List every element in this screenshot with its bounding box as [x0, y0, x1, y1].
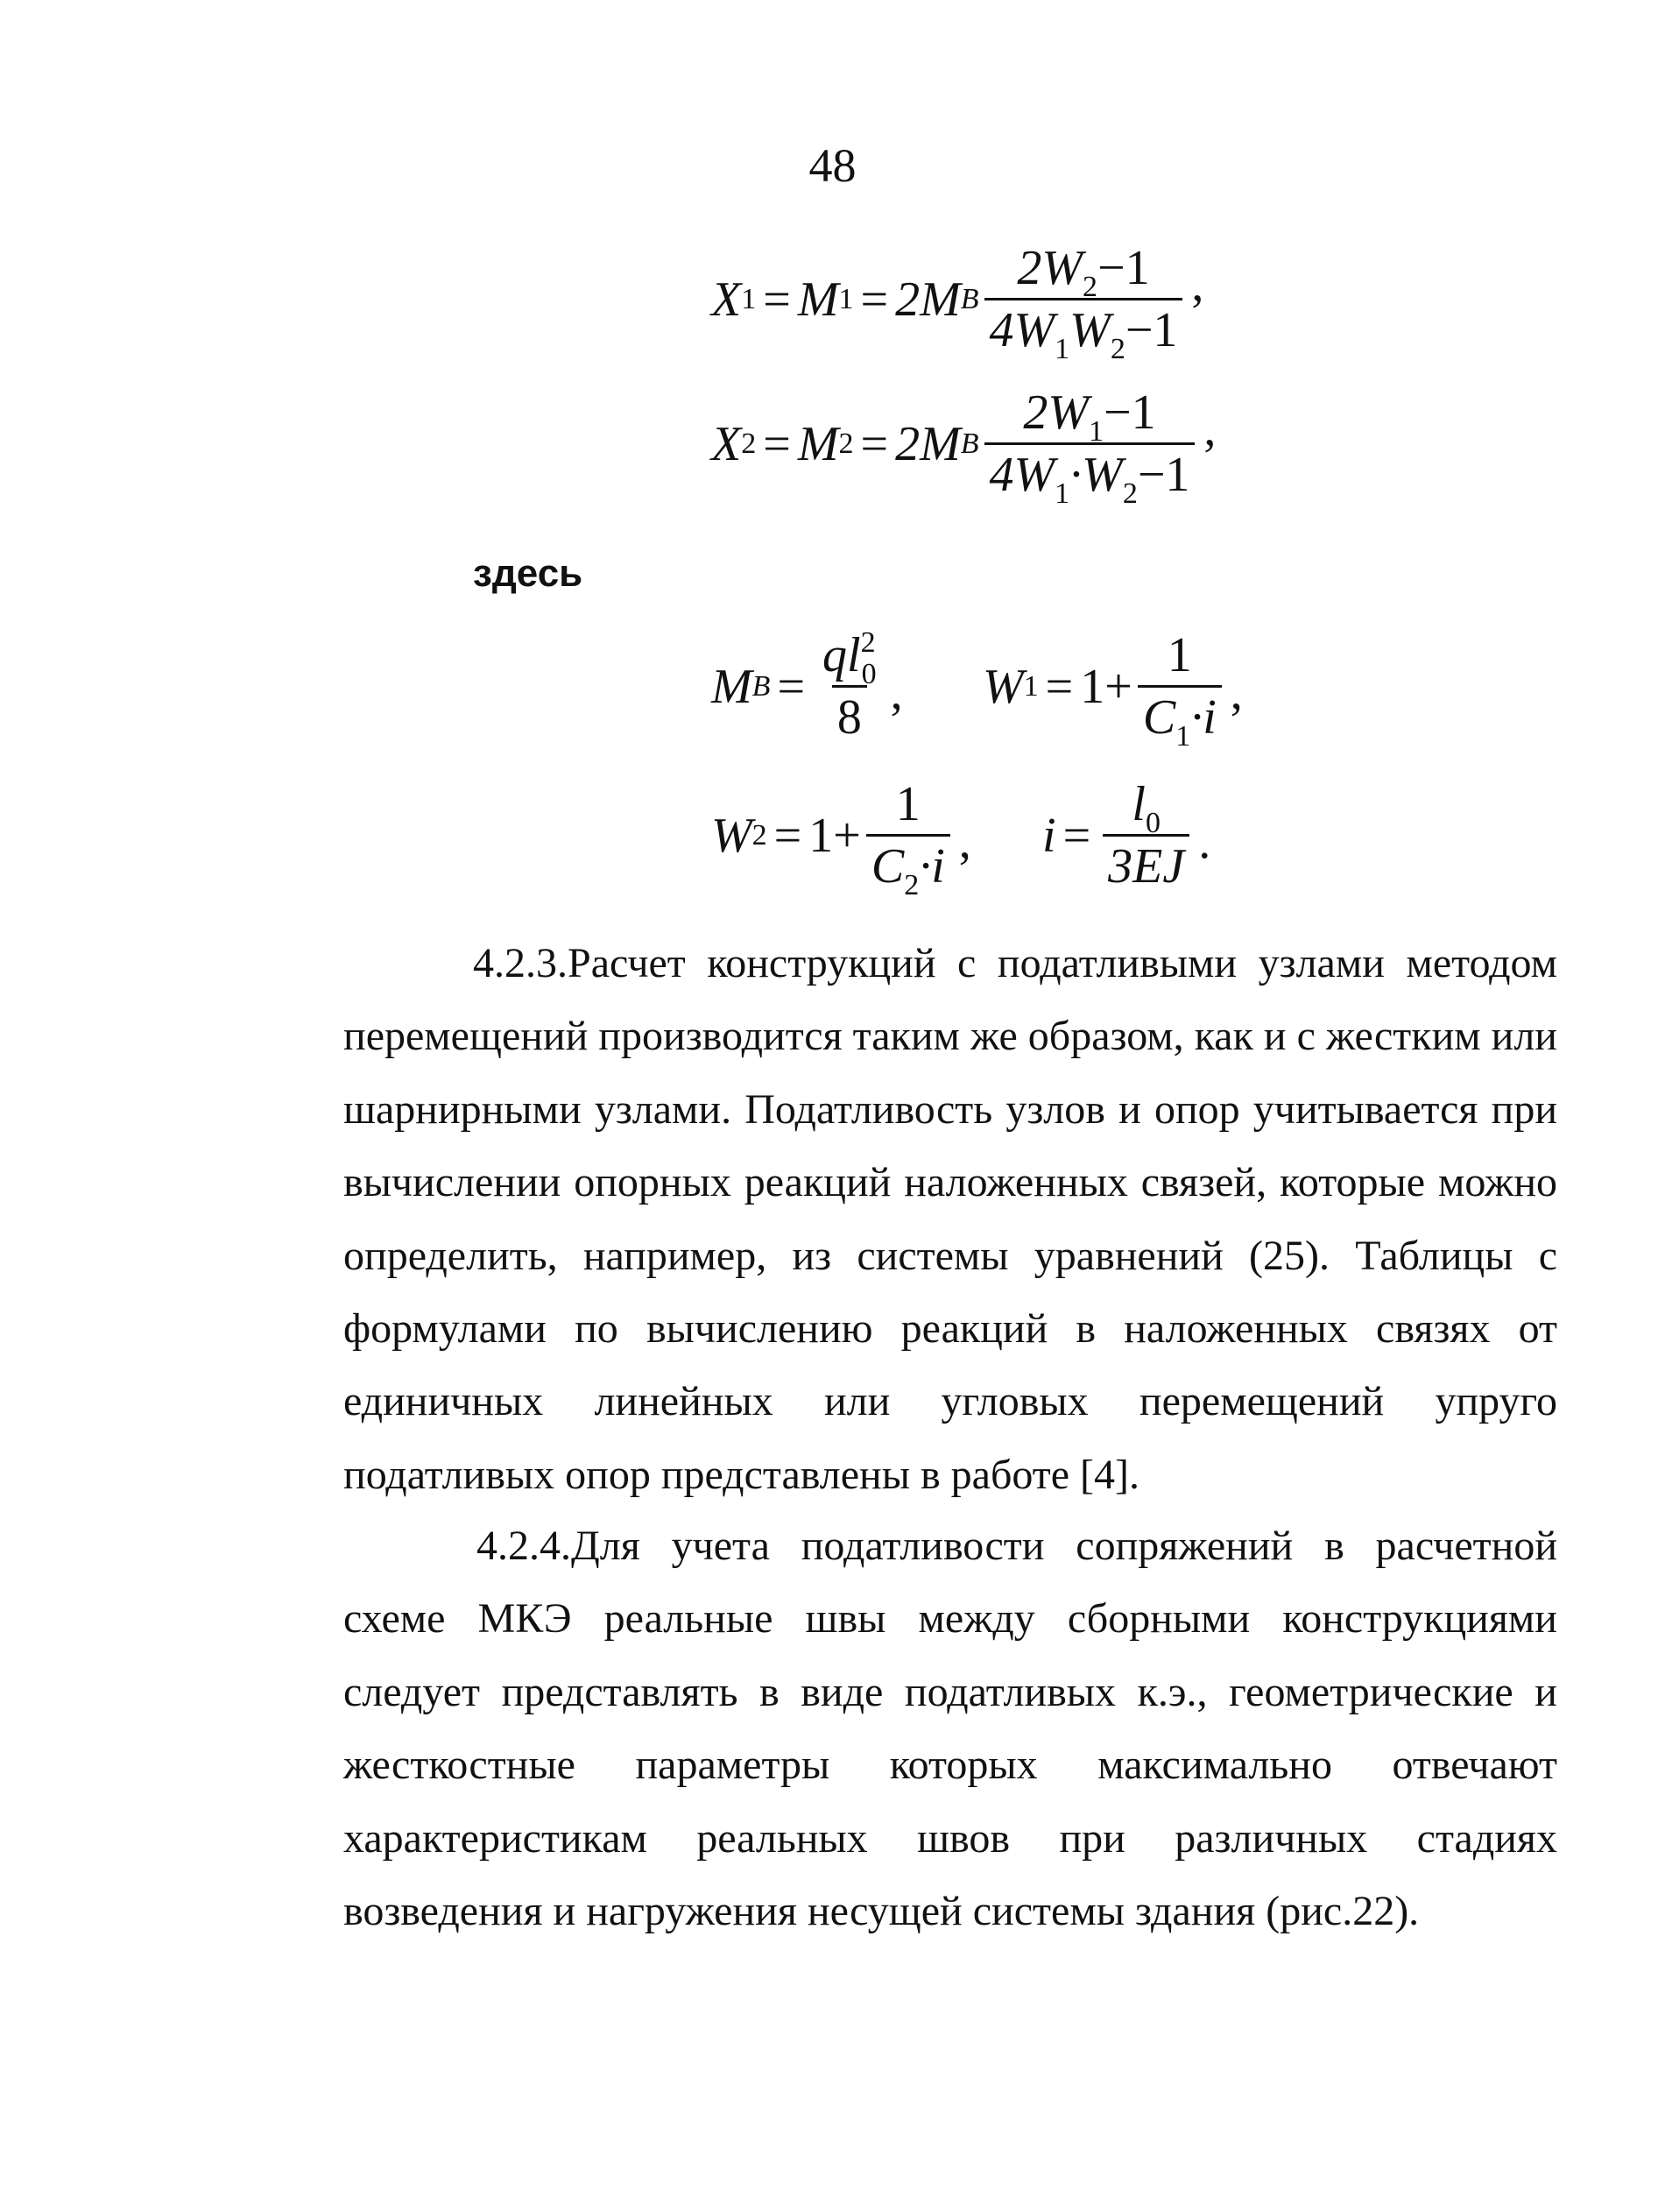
x1-coefficient: 2M [895, 272, 961, 327]
m2-symbol: M [797, 416, 839, 471]
equation-i: i = $\frac{l_0}{3EJ}$ . [1042, 777, 1211, 894]
i-denominator: 3EJ [1103, 834, 1189, 891]
i-numerator: $l_0$ [1132, 777, 1161, 839]
x2-symbol: X [711, 416, 742, 471]
w1-fraction [1138, 628, 1222, 753]
equation-x2: X 2 = M 2 = 2M B $\frac{2W_1-1}{4W_1\cdot W_2-1}$ , [711, 385, 1217, 510]
x2-fraction [984, 385, 1196, 510]
w2-denominator: $C_2\cdot i$ [866, 834, 950, 891]
w1-denominator: $C_1\cdot i$ [1138, 685, 1222, 742]
m1-symbol: M [797, 272, 839, 327]
w2-numerator: 1 [895, 777, 921, 831]
w1-numerator: 1 [1167, 628, 1192, 682]
x2-denominator: $4W_1\cdot W_2-1$ [984, 442, 1196, 499]
x1-symbol: X [711, 272, 742, 327]
equation-x1: X 1 = M 1 = 2M B $\frac{2W_2-1}{4W_1W_2-1}$ , [711, 241, 1204, 365]
x1-denominator: $4W_1W_2-1$ [984, 298, 1183, 355]
paragraph-4-2-4: 4.2.4.Для учета податливости сопряжений в расчетной схеме МКЭ реальные швы между сборными конструкциями следует представлять в виде податливых к.э., геометрические и жесткостные параметры которых максимально отвечают характеристикам реальных швов при различных стадиях возведения и нагружения несущей системы здания (рис.22). [343, 1523, 1557, 1935]
mb-denominator: 8 [832, 685, 867, 742]
page-number: 48 [808, 139, 857, 192]
equation-mb: M B = $\frac{ql^2_0}{8}$ , [711, 626, 903, 745]
paragraph-4-2-3: 4.2.3.Расчет конструкций с податливыми узлами методом перемещений производится таким же образом, как и с жестким или шарнирными узлами. Податливость узлов и опор учитывается при вычислении опорных реакций наложенных связей, которые можно определить, например, из системы уравнений (25). Таблицы с формулами по вычислению реакций в наложенных связях от единичных линейных или угловых перемещений упруго податливых опор представлены в работе [4]. [343, 940, 1557, 1498]
equation-w1: W 1 = 1+ $\frac{1}{C_1\cdot i}$ , [983, 628, 1243, 753]
mb-numerator: $ql^2_0$ [822, 626, 877, 690]
mb-fraction [817, 626, 882, 745]
x2-coefficient: 2M [895, 416, 961, 471]
equation-w2: W 2 = 1+ $\frac{1}{C_2\cdot i}$ , [711, 777, 971, 901]
x1-fraction [984, 241, 1183, 365]
w2-fraction [866, 777, 950, 901]
x1-numerator: $2W_2-1$ [1017, 241, 1150, 303]
x2-numerator: $2W_1-1$ [1023, 385, 1156, 448]
here-word: здесь [473, 552, 583, 595]
